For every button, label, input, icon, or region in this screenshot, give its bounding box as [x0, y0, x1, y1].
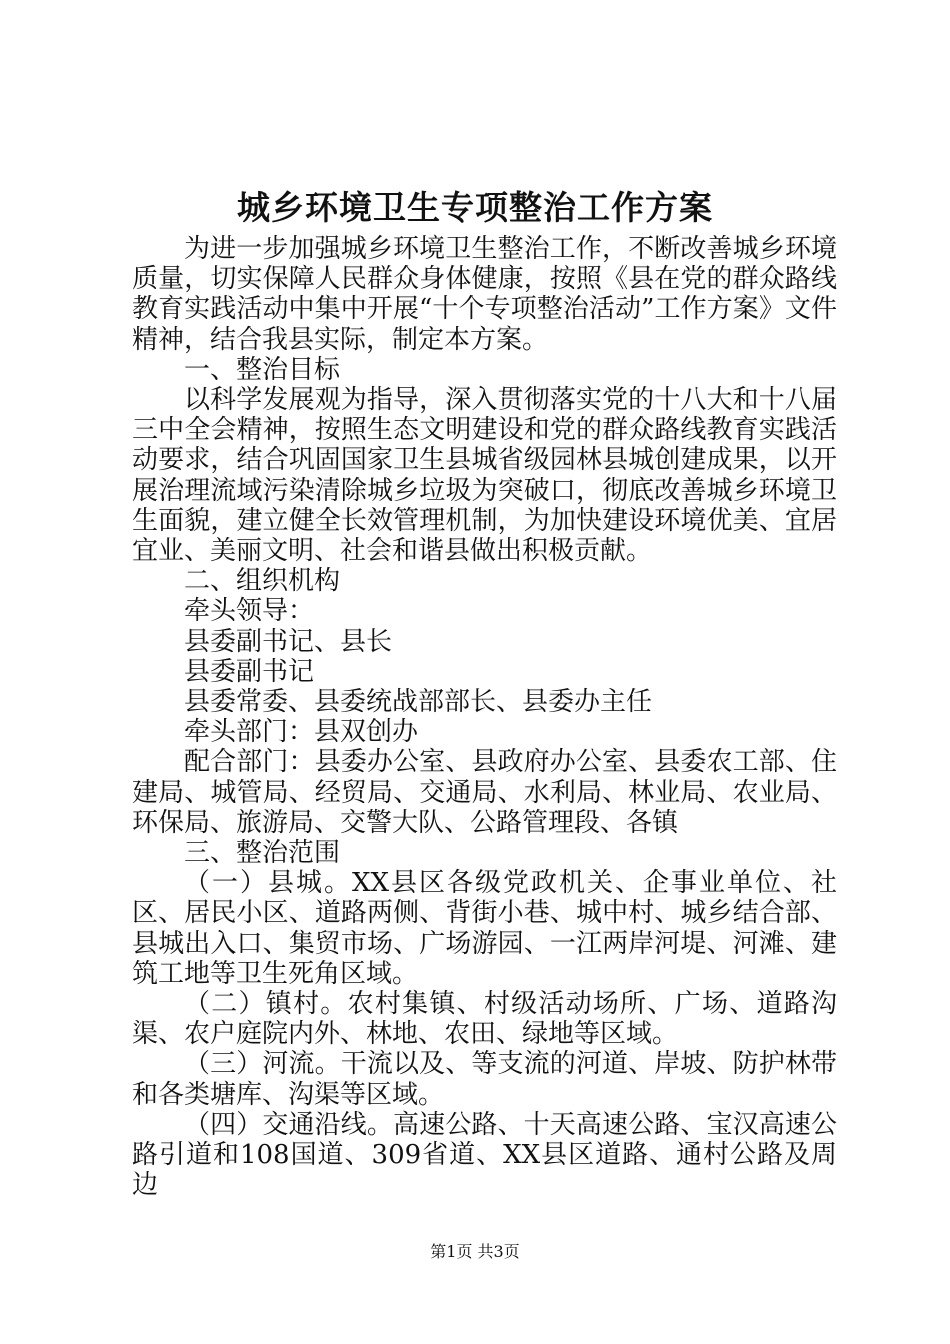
section-heading-goals: 一、整治目标: [184, 354, 341, 385]
section-heading-organization: 二、组织机构: [184, 566, 341, 597]
scope-item-county: （一）县城。XX县区各级党政机关、企事业单位、社区、居民小区、道路两侧、背街小巷、城中村、城乡结合部、县城出入口、集贸市场、广场游园、一江两岸河堤、河滩、建筑工地等卫生死角区域。: [132, 868, 837, 989]
goals-paragraph: 以科学发展观为指导，深入贯彻落实党的十八大和十八届三中全会精神，按照生态文明建设和党的群众路线教育实践活动要求，结合巩固国家卫生县城省级园林县城创建成果，以开展治理流域污染清除城乡垃圾为突破口，彻底改善城乡环境卫生面貌，建立健全长效管理机制，为加快建设环境优美、宜居宜业、美丽文明、社会和谐县做出积极贡献。: [132, 385, 837, 567]
page-footer: 第1页 共3页: [430, 1242, 520, 1261]
lead-leader-line: 县委副书记、县长: [184, 626, 393, 657]
scope-item-towns: （二）镇村。农村集镇、村级活动场所、广场、道路沟渠、农户庭院内外、林地、农田、绿地等区域。: [132, 989, 837, 1050]
section-heading-scope: 三、整治范围: [184, 838, 341, 869]
document-body: [132, 234, 837, 1201]
lead-leader-line: 县委副书记: [184, 656, 315, 687]
lead-leader-line: 县委常委、县委统战部部长、县委办主任: [184, 687, 653, 718]
document-title: 城乡环境卫生专项整治工作方案: [237, 188, 713, 227]
intro-paragraph: 为进一步加强城乡环境卫生整治工作，不断改善城乡环境质量，切实保障人民群众身体健康，按照《县在党的群众路线教育实践活动中集中开展“十个专项整治活动”工作方案》文件精神，结合我县实际，制定本方案。: [132, 234, 837, 355]
scope-item-rivers: （三）河流。干流以及、等支流的河道、岸坡、防护林带和各类塘库、沟渠等区域。: [132, 1049, 837, 1110]
scope-item-transport: （四）交通沿线。高速公路、十天高速公路、宝汉高速公路引道和108国道、309省道、XX县区道路、通村公路及周边: [132, 1109, 837, 1201]
lead-department-line: 牵头部门：县双创办: [184, 717, 419, 748]
lead-leaders-label: 牵头领导：: [184, 596, 315, 627]
cooperating-departments-paragraph: 配合部门：县委办公室、县政府办公室、县委农工部、住建局、城管局、经贸局、交通局、水利局、林业局、农业局、环保局、旅游局、交警大队、公路管理段、各镇: [132, 747, 837, 838]
